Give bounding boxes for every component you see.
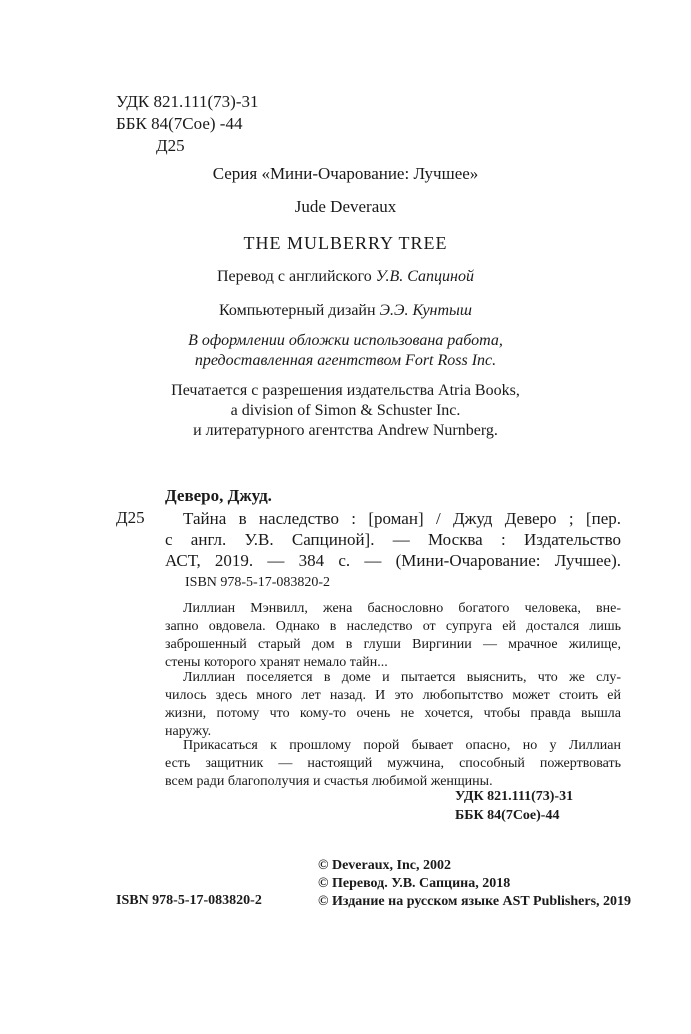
permission-note [0,381,691,441]
translation-credit [0,268,691,286]
record-code: Д25 [116,508,145,527]
annotation-line: Лиллиан поселяется в доме и пытается выяснить, что же слу- [183,670,621,685]
annotation-line: запно овдовела. Однако в наследство от супруга ей достался лишь [165,619,621,634]
record-line: Тайна в наследство : [роман] / Джуд Деверо ; [пер. [183,509,621,528]
design-credit [0,302,691,320]
book-title: THE MULBERRY TREE [243,233,448,253]
record-description [165,508,621,571]
annotation-line: стены которого хранят немало тайн... [165,655,388,670]
annotation-line: заброшенный старый дом в глуши Виргинии — мрачное жилище, [165,637,621,652]
annotation-paragraph [165,737,621,791]
record-author-heading: Деверо, Джуд. [165,486,272,505]
cover-note-line: предоставленная агентством Fort Ross Inc. [194,352,497,369]
designer-name: Э.Э. Кунтыш [379,302,472,319]
permission-line: Печатается с разрешения издательства Atria Books, [171,382,520,399]
annotation-line: жизни, потому что кому-то очень не хочется, чтобы правда вышла [165,706,621,721]
copyright-block [318,857,631,911]
design-prefix: Компьютерный дизайн [219,302,376,319]
author-code: Д25 [156,136,185,155]
isbn-bottom: ISBN 978-5-17-083820-2 [116,893,262,908]
cover-note-line: В оформлении обложки использована работа, [188,332,503,349]
copyright-line: © Издание на русском языке AST Publishers, 2019 [318,894,632,909]
copyright-line: © Перевод. У.В. Сапцина, 2018 [318,876,511,891]
cover-note [0,331,691,371]
annotation-paragraph [165,669,621,741]
record-line: с англ. У.В. Сапциной]. — Москва : Издательство [165,530,621,549]
bottom-classification [455,787,621,825]
annotation-line: чилось здесь много лет назад. И это любопытство может стоить ей [165,688,621,703]
annotation-line: Прикасаться к прошлому порой бывает опасно, но у Лиллиан [183,738,621,753]
permission-line: и литературного агентства Andrew Nurnberg. [193,422,498,439]
bbk-code-bottom: ББК 84(7Сое)-44 [455,808,560,823]
series-title: Серия «Мини-Очарование: Лучшее» [212,164,479,183]
permission-line: a division of Simon & Schuster Inc. [230,402,461,419]
udk-code: УДК 821.111(73)-31 [116,92,259,111]
translator-name: У.В. Сапциной [375,268,474,285]
udk-code-bottom: УДК 821.111(73)-31 [455,789,574,804]
annotation-line: есть защитник — настоящий мужчина, способный пожертвовать [165,756,621,771]
annotation-line: всем ради благополучия и счастья любимой женщины. [165,774,493,789]
annotation-paragraph [165,600,621,672]
copyright-line: © Deveraux, Inc, 2002 [318,858,451,873]
author-name: Jude Deveraux [294,197,397,216]
bbk-code: ББК 84(7Сое) -44 [116,114,243,133]
annotation-line: Лиллиан Мэнвилл, жена баснословно богатого человека, вне- [183,601,621,616]
record-isbn: ISBN 978-5-17-083820-2 [185,575,331,590]
record-line: АСТ, 2019. — 384 с. — (Мини-Очарование: Лучшее). [165,551,621,570]
annotation-line: наружу. [165,724,212,739]
translation-prefix: Перевод с английского [217,268,372,285]
